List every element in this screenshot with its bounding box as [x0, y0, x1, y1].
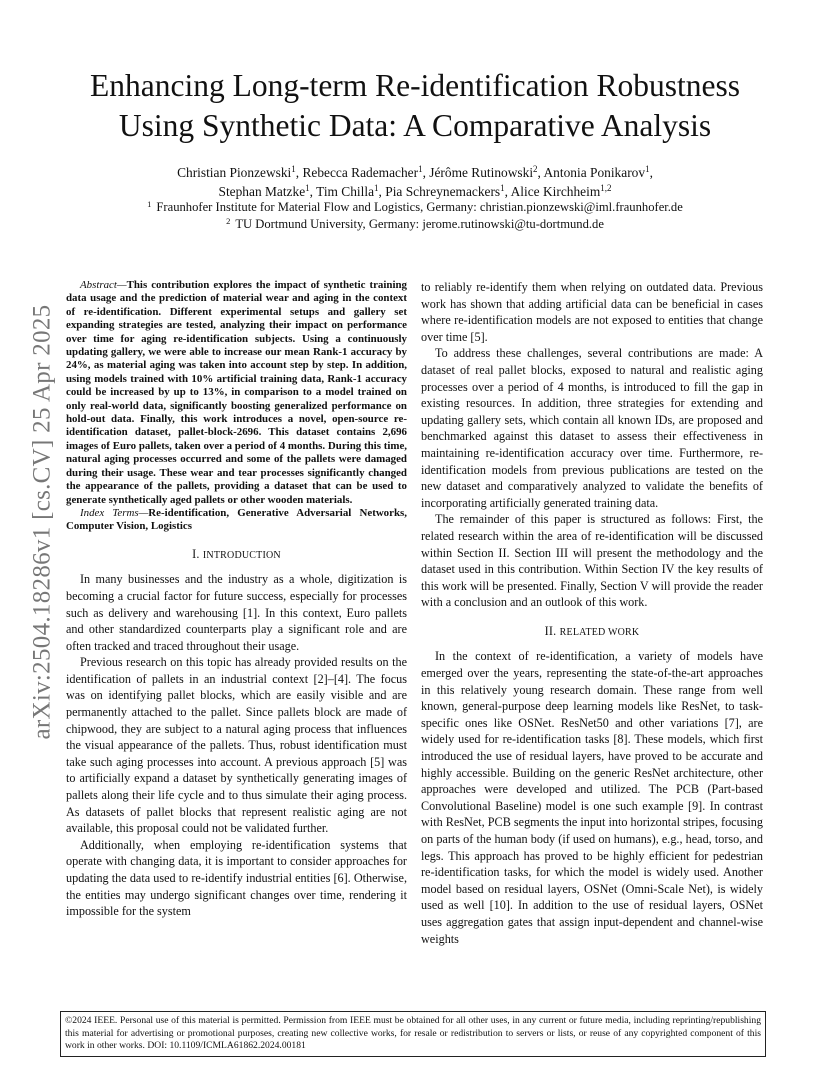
author-name: Stephan Matzke	[218, 184, 306, 199]
left-column	[66, 279, 407, 920]
section-heading-related-work: II. RELATED WORK	[544, 623, 640, 638]
paper-title: Enhancing Long-term Re-identification Robustness Using Synthetic Data: A Comparative Analysis	[90, 68, 740, 143]
author-name: Jérôme Rutinowski	[429, 165, 534, 180]
author-affiliation-mark: 1	[291, 164, 296, 174]
copyright-notice: ©2024 IEEE. Personal use of this material is permitted. Permission from IEEE must be obtained for all other uses, in any current or future media, including reprinting/republishing this material for advertising or promotional purposes, creating new collective works, for resale or redistribution to servers or lists, or reuse of any copyrighted component of this work in other works. DOI: 10.1109/ICMLA61862.2024.00181	[60, 1011, 766, 1057]
affiliation-list	[80, 199, 750, 233]
arxiv-identifier: arXiv:2504.18286v1 [cs.CV] 25 Apr 2025	[28, 304, 56, 740]
affiliation: $^1$ Fraunhofer Institute for Material Flow and Logistics, Germany: christian.pionzewski@iml.fraunhofer.de	[147, 199, 683, 214]
author-affiliation-mark: 1,2	[600, 183, 612, 193]
author-affiliation-mark: 1	[645, 164, 650, 174]
author-affiliation-mark: 1	[374, 183, 379, 193]
paragraph: In many businesses and the industry as a whole, digitization is becoming a crucial factor for future success, especially for processes such as delivery and warehousing [1]. In this context, Euro pallets and other standardized counterparts play a significant role and are often tracked and traced throughout their usage.	[66, 572, 407, 653]
paragraph: Previous research on this topic has already provided results on the identification of pallets in an industrial context [2]–[4]. The focus was on identifying pallet blocks, which are easily visible and are permanently attached to the pallet. Since pallets block are made of chipwood, they are subject to a natural aging process that influences the visual appearance of the pallets. Thus, robust identification must take such aging processes into account. A previous approach [5] was to artificially expand a dataset by synthetically generating images of pallets along their life cycle and to thus simulate their aging process. As datasets of pallet blocks that represent realistic aging are not available, this proposal could not be validated further.	[66, 655, 407, 836]
right-column	[421, 279, 763, 947]
author-name: Antonia Ponikarov	[543, 165, 646, 180]
index-terms-label: Index Terms—	[80, 506, 149, 519]
author-list: Christian Pionzewski$^1$, Rebecca Rademacher$^1$, Jérôme Rutinowski$^2$, Antonia Ponikarov$^1$, Stephan Matzke$^1$, Tim Chilla$^1$, Pia Schreynemackers$^1$, Alice Kirchheim$^{1,2}$	[177, 164, 653, 199]
abstract-text: This contribution explores the impact of synthetic training data usage and the prediction of material wear and aging in the context of re-identification. Different experimental setups and gallery set expanding strategies are tested, analyzing their impact on performance over time for aging re-identification subjects. Using a continuously updating gallery, we were able to increase our mean Rank-1 accuracy by 24%, as material aging was taken into account step by step. In addition, using models trained with 10% artificial training data, Rank-1 accuracy could be increased by up to 13%, in comparison to a model trained on only real-world data, significantly boosting generalized performance on hold-out data. Finally, this work introduces a novel, open-source re-identification dataset, pallet-block-2696. This dataset contains 2,696 images of Euro pallets, taken over a period of 4 months. During this time, natural aging processes occurred and some of the pallets were damaged during their usage. These wear and tear processes significantly changed the appearance of the pallets, providing a dataset that can be used to generate synthetically aged pallets or other wooden materials.	[66, 279, 407, 506]
paragraph: To address these challenges, several contributions are made: A dataset of real pallet blocks, exposed to natural and realistic aging processes over a period of 4 months, is introduced to fill the gap in existing resources. In addition, three strategies for extending and updating gallery sets, which contain all known IDs, are proposed and benchmarked against this dataset to assess their effectiveness in maintaining re-identification accuracy over time. Furthermore, re-identification models from previous publications are tested on the new dataset and comparatively analyzed to validate the benefits of incorporating artificially generated training data.	[421, 346, 763, 510]
paragraph: Additionally, when employing re-identification systems that operate with changing data, it is important to consider approaches for updating the data used to re-identify industrial entities [6]. Otherwise, the entities may undergo significant changes over time, rendering it impossible for the system	[66, 837, 407, 919]
abstract	[66, 279, 407, 507]
author-name: Tim Chilla	[316, 184, 375, 199]
paragraph: In the context of re-identification, a variety of models have emerged over the years, representing the state-of-the-art approaches in this relatively young research domain. These range from well known, general-purpose deep learning models like ResNet, to task-specific ones like OSNet. ResNet50 and other variations [7], are widely used for re-identification tasks [8]. These models, which first introduced the use of residual layers, have proved to be accurate and highly accessible. Building on the generic ResNet architecture, other approaches were developed and utilized. The PCB (Part-based Convolutional Baseline) model is one such example [9]. In contrast with ResNet, PCB segments the input into horizontal stripes, focusing on parts of the human body (if used on humans), e.g., head, torso, and legs. This approach has proved to be highly efficient for pedestrian re-identification tasks, for which the model is widely used. Another model based on residual layers, OSNet (Omni-Scale Net), is widely used as well [10]. In addition to the use of residual layers, OSNet uses aggregation gates that assign input-dependent and channel-wise weights	[421, 649, 763, 946]
affiliation: $^2$ TU Dortmund University, Germany: jerome.rutinowski@tu-dortmund.de	[226, 216, 604, 231]
author-affiliation-mark: 2	[533, 164, 538, 174]
paragraph: to reliably re-identify them when relying on outdated data. Previous work has shown that adding artificial data can be beneficial in cases where re-identification models are not exposed to entities that change over time [5].	[421, 280, 763, 344]
abstract-label: Abstract—	[80, 279, 127, 291]
author-name: Pia Schreynemackers	[385, 184, 501, 199]
paragraph: The remainder of this paper is structured as follows: First, the related research within the area of re-identification will be discussed within Section II. Section III will present the methodology and the dataset used in this contribution. Within Section IV the key results of this work will be presented. Finally, Section V will provide the reader with a conclusion and an outlook of this work.	[421, 512, 763, 610]
author-name: Alice Kirchheim	[510, 184, 601, 199]
index-terms-text: Re-identification, Generative Adversarial Networks, Computer Vision, Logistics	[66, 506, 407, 533]
author-affiliation-mark: 1	[418, 164, 423, 174]
section-heading-introduction: I. INTRODUCTION	[192, 546, 281, 561]
author-name: Rebecca Rademacher	[302, 165, 419, 180]
author-name: Christian Pionzewski	[177, 165, 292, 180]
author-affiliation-mark: 1	[305, 183, 310, 193]
index-terms	[66, 507, 407, 534]
author-affiliation-mark: 1	[500, 183, 505, 193]
